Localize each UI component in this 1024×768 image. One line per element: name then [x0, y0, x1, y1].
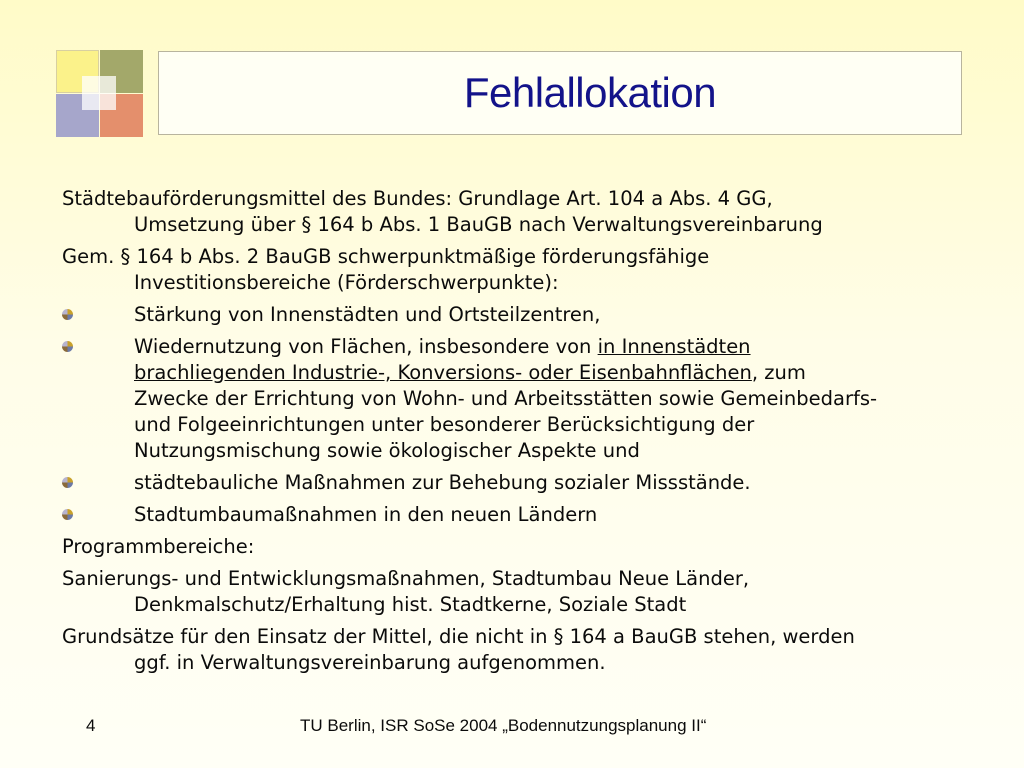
bullet-line: Nutzungsmischung sowie ökologischer Aspekte und	[134, 439, 640, 462]
slide-number: 4	[86, 716, 96, 735]
bullet-line: Stärkung von Innenstädten und Ortsteilzentren,	[134, 303, 601, 326]
bullet-item-stadtumbau	[62, 502, 1014, 528]
paragraph-grundsaetze	[62, 624, 1014, 676]
bullet-line	[134, 334, 1014, 360]
bullet-item-wiedernutzung	[62, 334, 1014, 464]
slide-content	[62, 186, 1014, 682]
bullet-line: und Folgeeinrichtungen unter besonderer Berücksichtigung der	[134, 413, 755, 436]
paragraph-line: Investitionsbereiche (Förderschwerpunkte):	[134, 271, 559, 294]
bullet-text: , zum	[751, 361, 806, 384]
four-squares-logo	[56, 50, 143, 136]
title-box	[158, 51, 962, 135]
bullet-line	[134, 360, 1014, 386]
paragraph-line: Umsetzung über § 164 b Abs. 1 BauGB nach Verwaltungsvereinbarung	[134, 213, 823, 236]
sphere-bullet-icon	[62, 309, 73, 320]
bullet-text: Wiedernutzung von Flächen, insbesondere von	[134, 335, 598, 358]
paragraph-line: Sanierungs- und Entwicklungsmaßnahmen, Stadtumbau Neue Länder,	[62, 567, 750, 590]
bullet-item-soziale-missstaende	[62, 470, 1014, 496]
footer-text: TU Berlin, ISR SoSe 2004 „Bodennutzungsplanung II“	[300, 716, 707, 735]
bullet-line: städtebauliche Maßnahmen zur Behebung sozialer Missstände.	[134, 471, 751, 494]
slide-title: Fehlallokation	[463, 69, 717, 116]
paragraph-line: Städtebauförderungsmittel des Bundes: Grundlage Art. 104 a Abs. 4 GG,	[62, 187, 773, 210]
paragraph-line: Programmbereiche:	[62, 535, 255, 558]
sphere-bullet-icon	[62, 341, 73, 352]
paragraph-line: Gem. § 164 b Abs. 2 BauGB schwerpunktmäßige förderungsfähige	[62, 245, 710, 268]
paragraph-programmbereiche-list	[62, 566, 1014, 618]
logo-square-center	[82, 76, 116, 110]
paragraph-investment-areas	[62, 244, 1014, 296]
bullet-line: Zwecke der Errichtung von Wohn- und Arbeitsstätten sowie Gemeinbedarfs-	[134, 387, 878, 410]
sphere-bullet-icon	[62, 509, 73, 520]
paragraph-line: Grundsätze für den Einsatz der Mittel, die nicht in § 164 a BauGB stehen, werden	[62, 625, 855, 648]
underlined-text: in Innenstädten	[597, 335, 751, 358]
paragraph-line: Denkmalschutz/Erhaltung hist. Stadtkerne, Soziale Stadt	[134, 593, 687, 616]
underlined-text: brachliegenden Industrie-, Konversions- oder Eisenbahnflächen	[134, 361, 752, 384]
bullet-item-innenstaedte	[62, 302, 1014, 328]
paragraph-programmbereiche-heading	[62, 534, 1014, 560]
bullet-line: Stadtumbaumaßnahmen in den neuen Ländern	[134, 503, 598, 526]
paragraph-line: ggf. in Verwaltungsvereinbarung aufgenommen.	[134, 651, 606, 674]
paragraph-funding-basis	[62, 186, 1014, 238]
sphere-bullet-icon	[62, 477, 73, 488]
